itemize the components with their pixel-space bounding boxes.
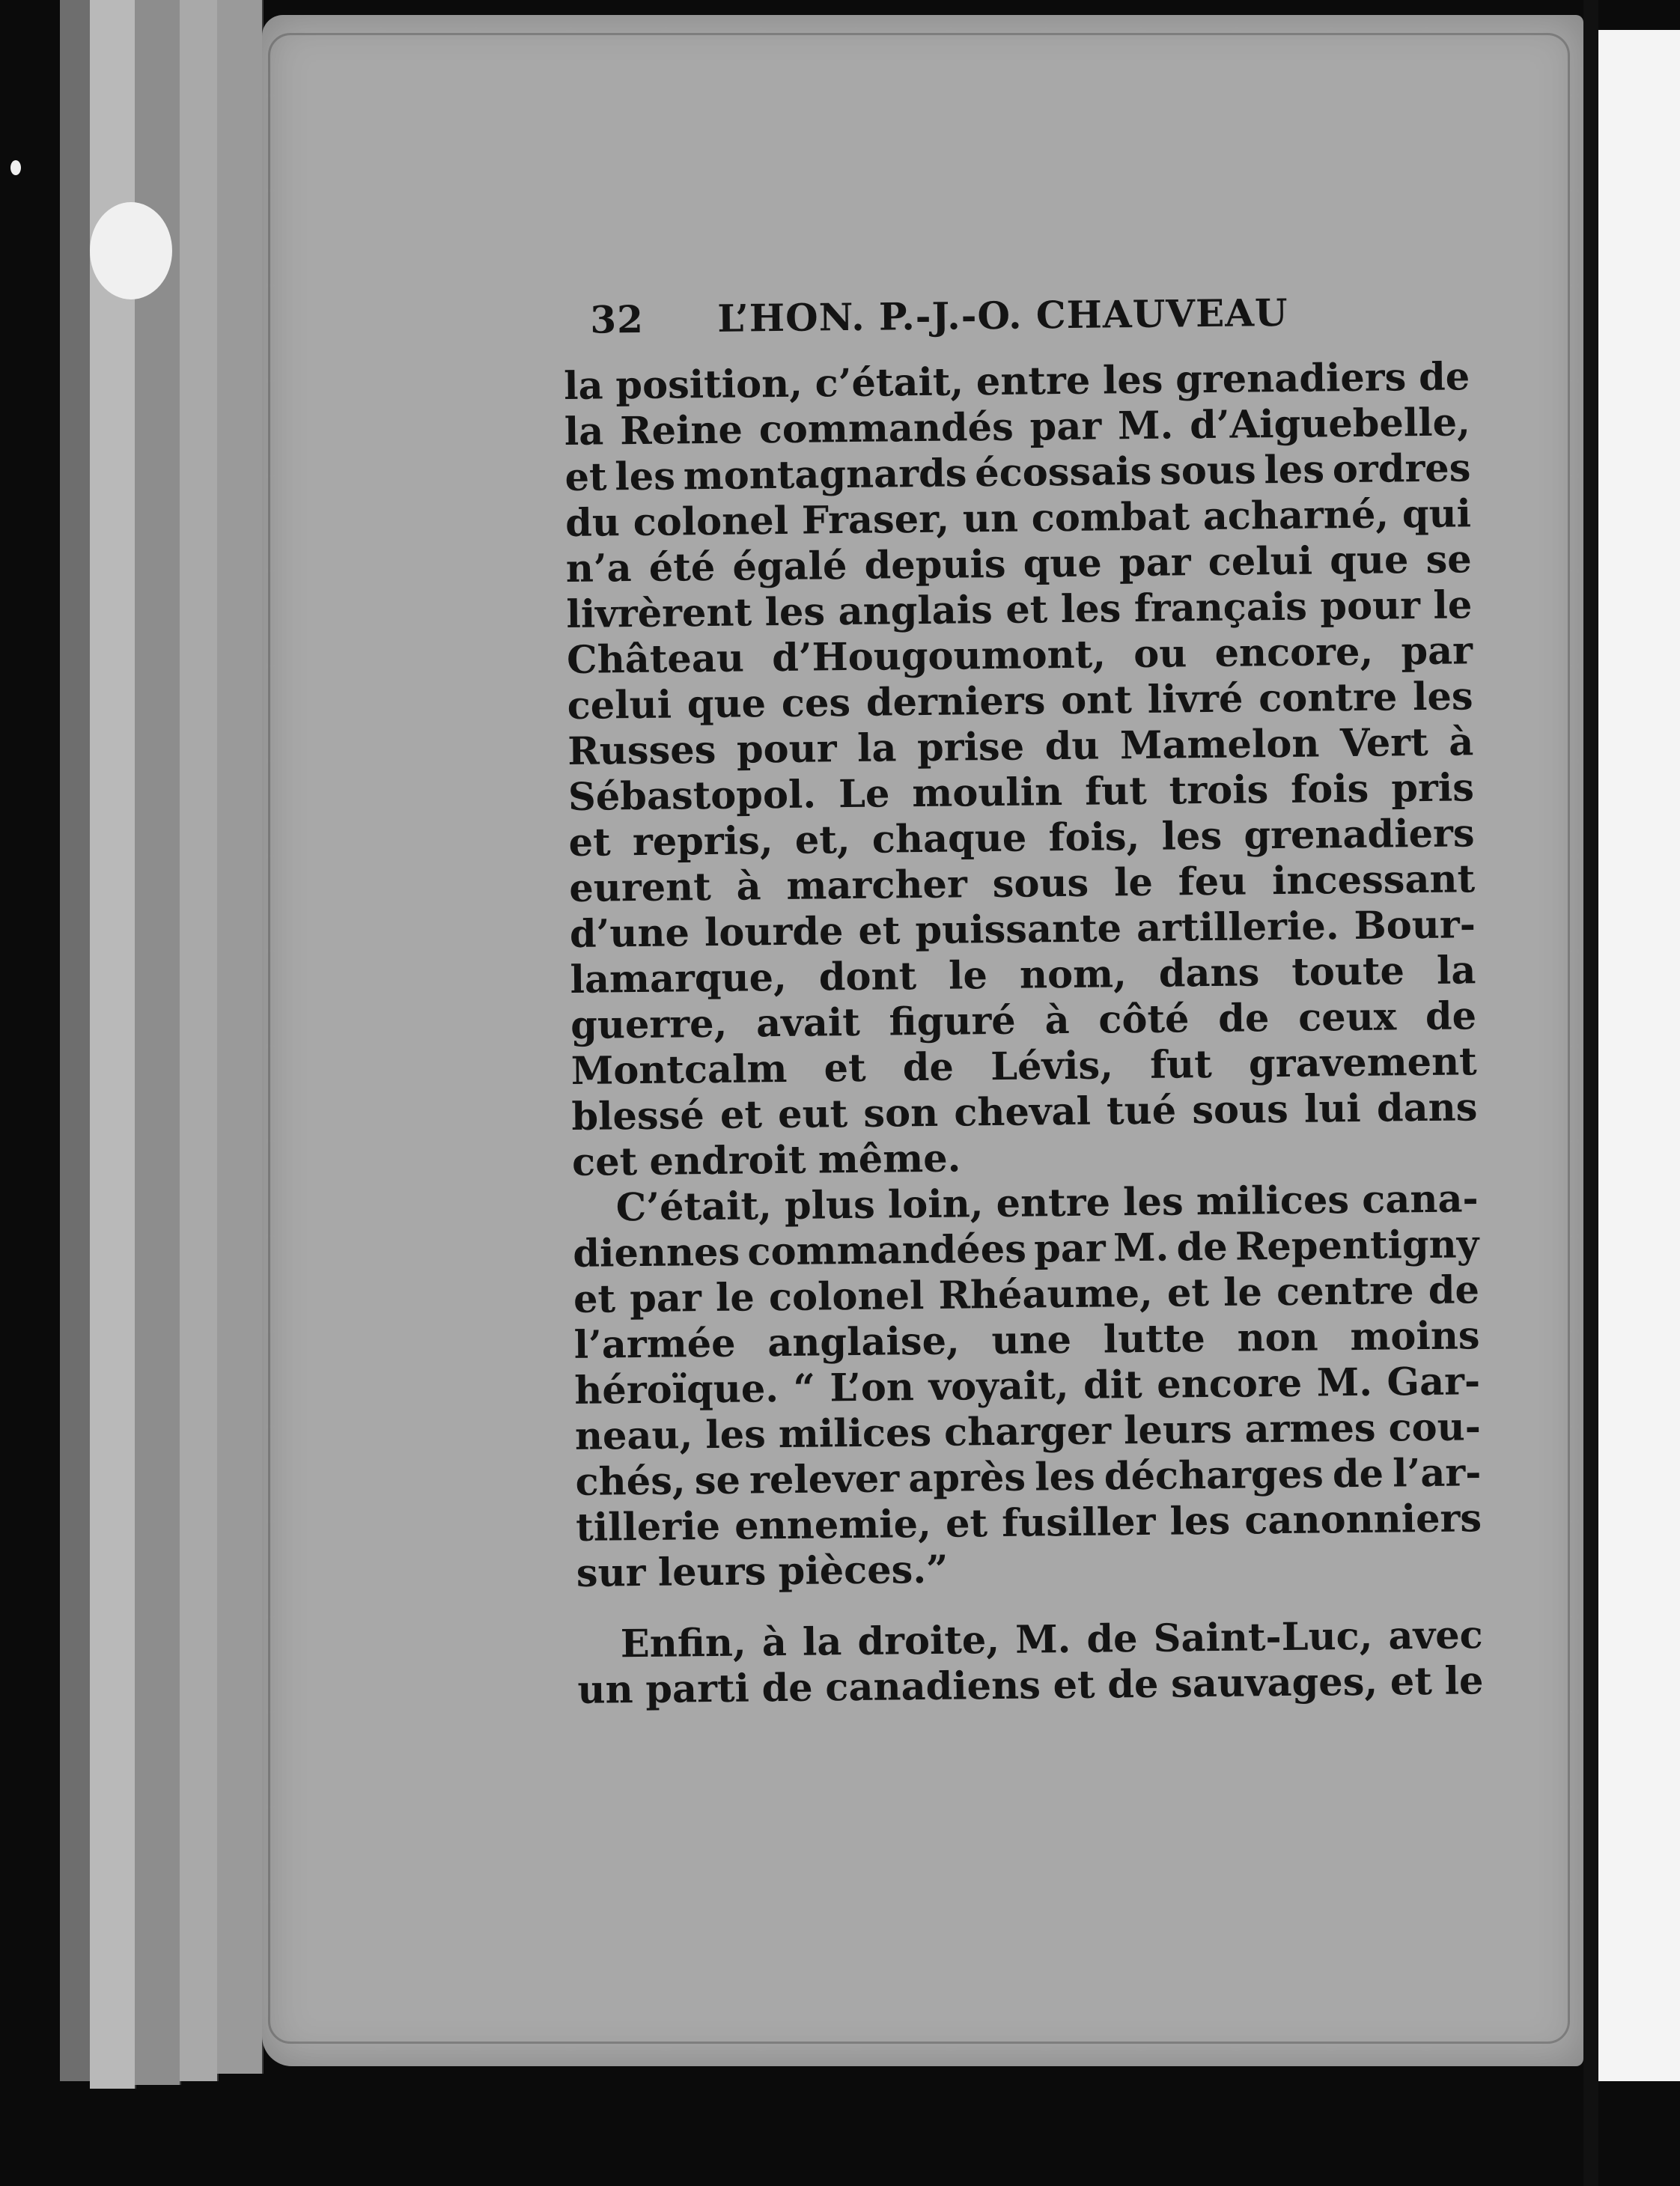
scan-speck xyxy=(90,202,172,299)
text-line: du colonel Fraser, un combat acharné, qui xyxy=(564,491,1472,546)
page-edge xyxy=(60,0,91,2081)
page-edge xyxy=(90,0,136,2089)
text-line: eurent à marcher sous le feu incessant xyxy=(568,856,1476,911)
text-line: la position, c’était, entre les grenadiers de xyxy=(563,354,1470,409)
text-line: Enfin, à la droite, M. de Saint-Luc, avec xyxy=(620,1613,1483,1667)
text-line: diennes commandées par M. de Repentigny xyxy=(573,1222,1479,1276)
text-line: Château d’Hougoumont, ou encore, par xyxy=(566,628,1473,683)
adjacent-page-strip xyxy=(1598,30,1680,2081)
text-line: sur leurs pièces.” xyxy=(576,1547,949,1596)
text-line: et repris, et, chaque fois, les grenadiers xyxy=(568,811,1475,865)
text-line: C’était, plus loin, entre les milices cana- xyxy=(615,1176,1479,1231)
page-edge xyxy=(135,0,181,2085)
text-line: la Reine commandés par M. d’Aiguebelle, xyxy=(564,400,1471,454)
text-line: Sébastopol. Le moulin fut trois fois pris xyxy=(567,765,1475,820)
text-line: lamarque, dont le nom, dans toute la xyxy=(570,948,1476,1002)
text-line: cet endroit même. xyxy=(571,1136,961,1185)
text-line: tillerie ennemie, et fusiller les canonniers xyxy=(575,1496,1482,1550)
text-block xyxy=(563,288,1484,1714)
text-line: neau, les milices charger leurs armes cou- xyxy=(574,1404,1482,1459)
text-line: n’a été égalé depuis que par celui que se xyxy=(565,537,1473,591)
text-line: guerre, avait figuré à côté de ceux de xyxy=(570,993,1477,1048)
text-line: et les montagnards écossais sous les ordres xyxy=(564,445,1471,500)
paragraph xyxy=(577,1613,1484,1714)
text-line: celui que ces derniers ont livré contre les xyxy=(567,674,1473,728)
text-line: d’une lourde et puissante artillerie. Bour- xyxy=(569,902,1476,957)
text-line: et par le colonel Rhéaume, et le centre de xyxy=(573,1267,1480,1322)
text-line: l’armée anglaise, une lutte non moins xyxy=(573,1313,1480,1368)
text-line: Montcalm et de Lévis, fut gravement xyxy=(570,1039,1478,1094)
page-edge xyxy=(217,0,264,2074)
text-line: Russes pour la prise du Mamelon Vert à xyxy=(567,719,1474,774)
text-line: un parti de canadiens et de sauvages, et le xyxy=(577,1658,1484,1713)
text-line: héroïque. “ L’on voyait, dit encore M. Gar- xyxy=(573,1359,1481,1413)
running-head xyxy=(563,288,1470,364)
page-edge xyxy=(180,0,219,2081)
page-number: 32 xyxy=(589,296,645,342)
body-text xyxy=(564,354,1484,1714)
paragraph xyxy=(572,1176,1482,1597)
scan-speck xyxy=(10,160,21,175)
running-title: L’HON. P.-J.-O. CHAUVEAU xyxy=(716,290,1288,341)
text-line: livrèrent les anglais et les français pour le xyxy=(566,582,1473,637)
paragraph xyxy=(564,354,1478,1186)
text-line: chés, se relever après les décharges de l’ar- xyxy=(575,1450,1482,1505)
text-line: blessé et eut son cheval tué sous lui dans xyxy=(571,1085,1478,1139)
scan-gutter xyxy=(1583,0,1598,2186)
